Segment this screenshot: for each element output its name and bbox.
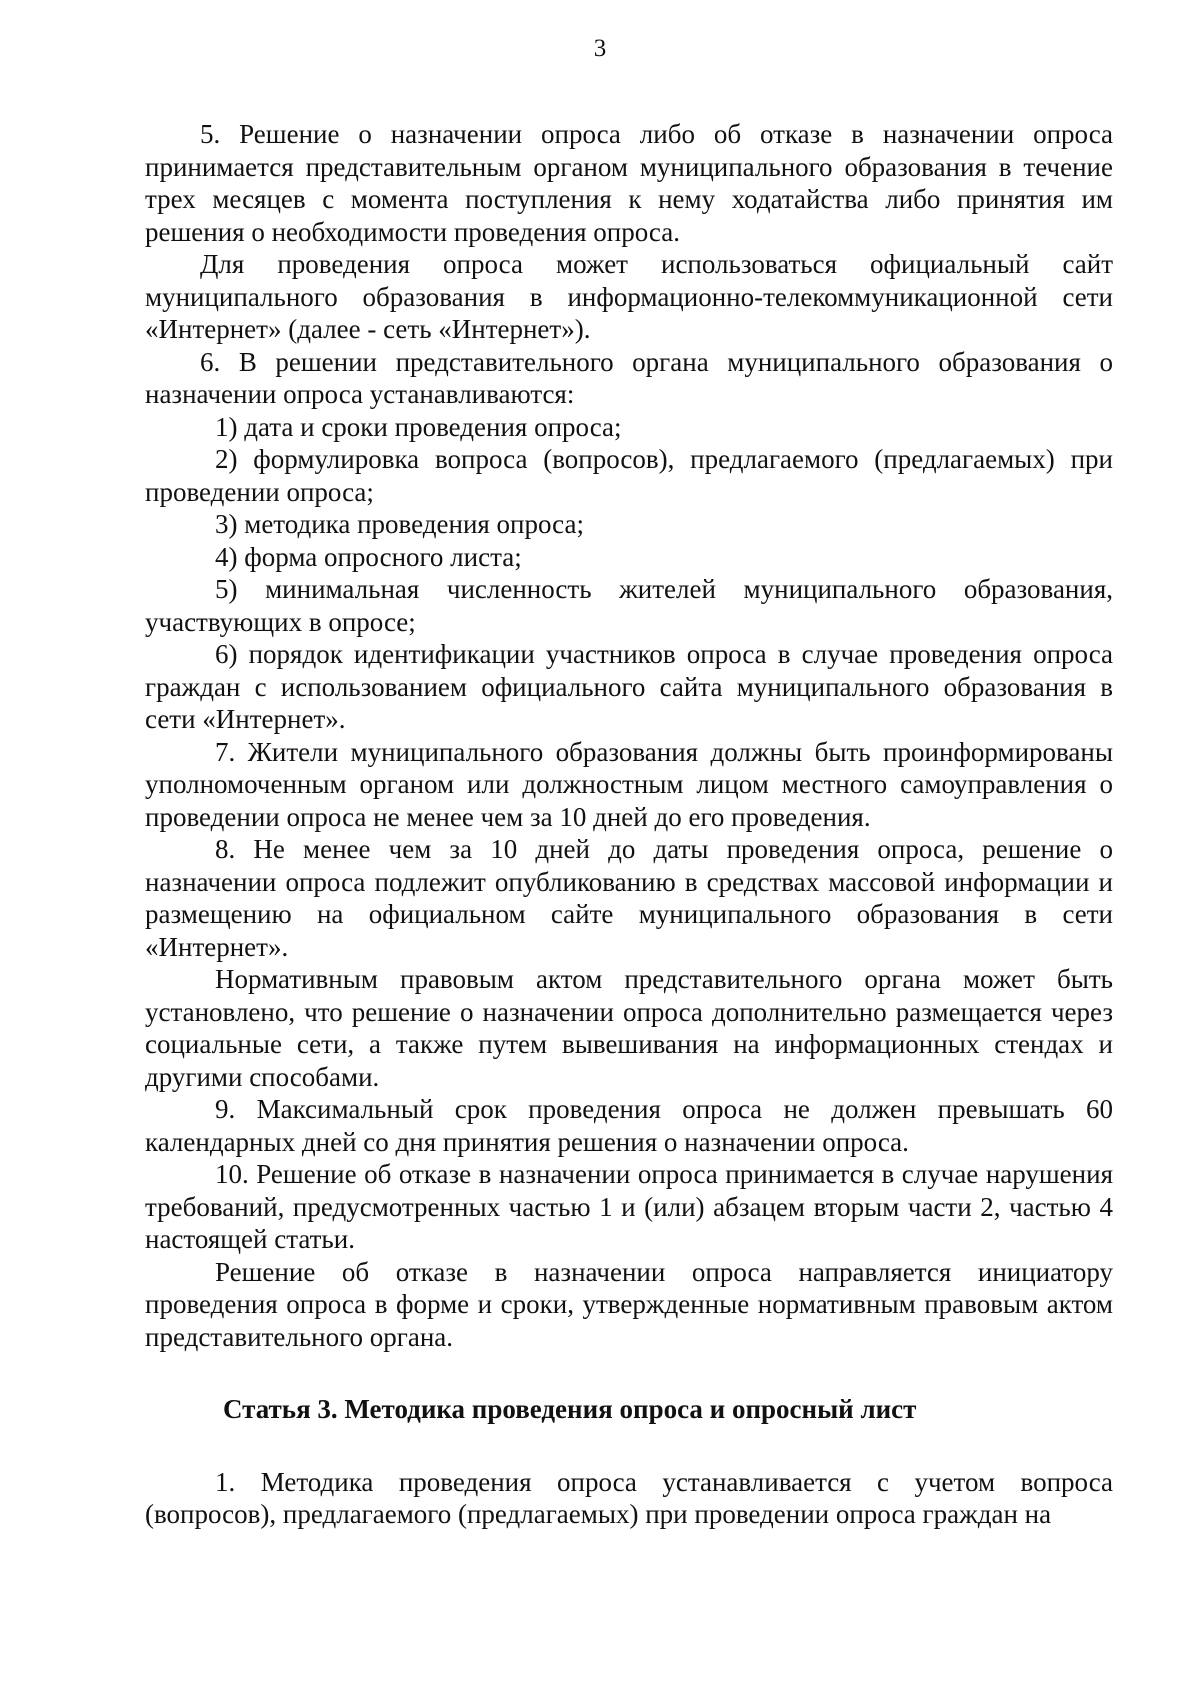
list-item: 1) дата и сроки проведения опроса; xyxy=(215,411,622,442)
list-item: 2) формулировка вопроса (вопросов), предлагаемого (предлагаемых) при проведении опроса; xyxy=(145,444,1113,507)
paragraph: 10. Решение об отказе в назначении опроса принимается в случае нарушения требований, предусмотренных частью 1 и (или) абзацем вторым части 2, частью 4 настоящей статьи. xyxy=(145,1159,1113,1254)
article-heading: Статья 3. Методика проведения опроса и опросный лист xyxy=(223,1394,917,1424)
paragraph: 9. Максимальный срок проведения опроса не должен превышать 60 календарных дней со дня принятия решения о назначении опроса. xyxy=(145,1094,1113,1157)
list-item: 4) форма опросного листа; xyxy=(215,541,522,572)
list-item: 5) минимальная численность жителей муниципального образования, участвующих в опросе; xyxy=(145,574,1113,637)
paragraph: 5. Решение о назначении опроса либо об отказе в назначении опроса принимается представительным органом муниципального образования в течение трех месяцев с момента поступления к нему ходатайства либо принятия им решения о необходимости проведения опроса. xyxy=(145,119,1113,247)
list-item: 6) порядок идентификации участников опроса в случае проведения опроса граждан с использованием официального сайта муниципального образования в сети «Интернет». xyxy=(145,639,1113,734)
paragraph: 7. Жители муниципального образования должны быть проинформированы уполномоченным органом или должностным лицом местного самоуправления о проведении опроса не менее чем за 10 дней до его проведения. xyxy=(145,736,1113,832)
paragraph: 8. Не менее чем за 10 дней до даты проведения опроса, решение о назначении опроса подлежит опубликованию в средствах массовой информации и размещению на официальном сайте муниципального образования в сети «Интернет». xyxy=(145,834,1113,962)
paragraph: Решение об отказе в назначении опроса направляется инициатору проведения опроса в форме и сроки, утвержденные нормативным правовым актом представительного органа. xyxy=(145,1256,1113,1352)
paragraph: Для проведения опроса может использоваться официальный сайт муниципального образования в информационно-телекоммуникационной сети «Интернет» (далее - сеть «Интернет»). xyxy=(145,249,1113,344)
paragraph: 6. В решении представительного органа муниципального образования о назначении опроса устанавливаются: xyxy=(145,346,1113,409)
document-body xyxy=(145,118,1113,1531)
list-item: 3) методика проведения опроса; xyxy=(215,509,584,539)
paragraph: 1. Методика проведения опроса устанавливается с учетом вопроса (вопросов), предлагаемого (предлагаемых) при проведении опроса граждан на xyxy=(145,1466,1113,1529)
paragraph: Нормативным правовым актом представительного органа может быть установлено, что решение о назначении опроса дополнительно размещается через социальные сети, а также путем вывешивания на информационных стендах и другими способами. xyxy=(145,964,1113,1092)
page-number: 3 xyxy=(593,35,607,62)
